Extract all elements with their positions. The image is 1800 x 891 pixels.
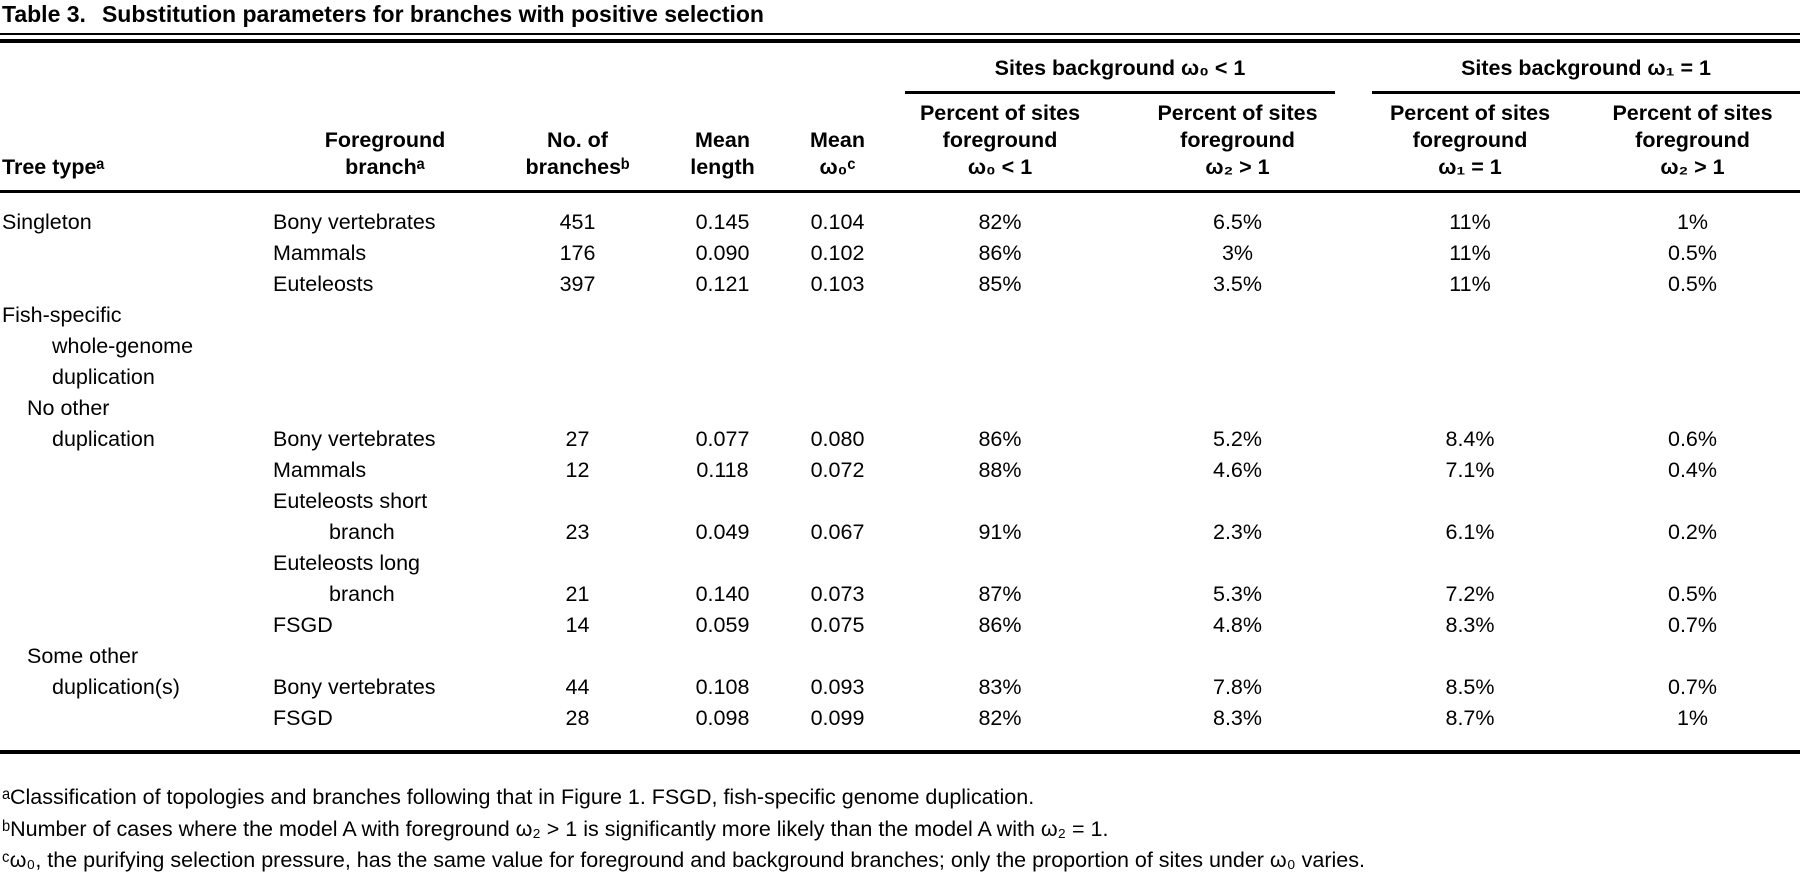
num-branches-cell: [505, 393, 650, 424]
table-row: [0, 331, 1800, 362]
pct-foreground-w1-eq-1-cell: 11%: [1449, 272, 1491, 296]
mean-omega0-cell: [795, 362, 880, 393]
tree-type-cell: [0, 703, 265, 750]
tree-type-cell: duplication(s): [52, 675, 180, 699]
footnote-c: ᶜω₀, the purifying selection pressure, has the same value for foreground and background branches; only the proportion of sites under ω₀ varies.: [2, 848, 1365, 872]
table-row: [0, 269, 1800, 300]
mean-omega0-cell: 0.067: [810, 520, 865, 544]
col-header-line: ω₁ = 1: [1438, 155, 1502, 179]
pct-foreground-w0-lt-1-cell: [880, 331, 1120, 362]
num-branches-cell: 451: [559, 210, 596, 234]
mean-length-cell: [650, 331, 795, 362]
col-header-line: Percent of sites: [1612, 101, 1773, 125]
pct-foreground-w0-lt-1-cell: [880, 300, 1120, 331]
pct-foreground-w2-gt-1-bgw0-cell: 7.8%: [1212, 675, 1262, 699]
pct-foreground-w1-eq-1-cell: 8.5%: [1445, 675, 1495, 699]
tree-type-cell: [0, 548, 265, 579]
foreground-branch-cell: branch: [329, 520, 395, 544]
tree-type-cell: [0, 238, 265, 269]
mean-omega0-cell: [795, 300, 880, 331]
pct-foreground-w0-lt-1-cell: [880, 486, 1120, 517]
table-row: [0, 192, 1800, 239]
tree-type-cell: Fish-specific: [2, 303, 122, 327]
pct-foreground-w1-eq-1-cell: [1355, 548, 1585, 579]
col-header-line: branchesᵇ: [525, 155, 630, 179]
pct-foreground-w0-lt-1-cell: [880, 362, 1120, 393]
table-row: [0, 455, 1800, 486]
mean-omega0-cell: [795, 331, 880, 362]
pct-foreground-w0-lt-1-cell: 85%: [978, 272, 1022, 296]
col-header-line: ω₀ < 1: [967, 155, 1033, 179]
mean-omega0-cell: 0.073: [810, 582, 865, 606]
pct-foreground-w1-eq-1-cell: 8.4%: [1445, 427, 1495, 451]
pct-foreground-w1-eq-1-cell: [1355, 300, 1585, 331]
mean-length-cell: [650, 548, 795, 579]
table-row: [0, 517, 1800, 548]
bottom-rule: [0, 750, 1800, 754]
mean-length-cell: 0.059: [695, 613, 750, 637]
pct-foreground-w0-lt-1-cell: 86%: [978, 241, 1022, 265]
col-header-line: Percent of sites: [1389, 101, 1551, 125]
foreground-branch-cell: [265, 641, 505, 672]
pct-foreground-w2-gt-1-bgw0-cell: [1120, 393, 1355, 424]
group-header-row: [0, 43, 1800, 94]
foreground-branch-cell: Euteleosts: [273, 272, 374, 296]
col-header-line: Tree typeᵃ: [2, 155, 105, 179]
pct-foreground-w2-gt-1-bgw0-cell: 5.2%: [1212, 427, 1262, 451]
tree-type-cell: whole-genome: [52, 334, 194, 358]
mean-omega0-cell: [795, 641, 880, 672]
pct-foreground-w2-gt-1-bgw0-cell: [1120, 300, 1355, 331]
pct-foreground-w1-eq-1-cell: 7.2%: [1445, 582, 1495, 606]
pct-foreground-w2-gt-1-bgw1-cell: [1585, 300, 1800, 331]
pct-foreground-w2-gt-1-bgw1-cell: 0.5%: [1668, 272, 1718, 296]
table-row: [0, 610, 1800, 641]
pct-foreground-w0-lt-1-cell: 83%: [978, 675, 1022, 699]
pct-foreground-w0-lt-1-cell: 87%: [978, 582, 1022, 606]
num-branches-cell: 12: [565, 458, 590, 482]
table-caption: Substitution parameters for branches with positive selection: [101, 1, 764, 27]
col-header-num-branches: [505, 94, 650, 192]
pct-foreground-w1-eq-1-cell: 11%: [1449, 241, 1491, 265]
table-row: [0, 486, 1800, 517]
pct-foreground-w2-gt-1-bgw0-cell: [1120, 641, 1355, 672]
pct-foreground-w0-lt-1-cell: [880, 393, 1120, 424]
table-row: [0, 424, 1800, 455]
foreground-branch-cell: [265, 393, 505, 424]
pct-foreground-w2-gt-1-bgw1-cell: 0.7%: [1668, 675, 1718, 699]
col-header-tree-type: [0, 94, 265, 192]
num-branches-cell: 397: [559, 272, 596, 296]
pct-foreground-w2-gt-1-bgw0-cell: 4.8%: [1212, 613, 1262, 637]
col-header-mean-omega0: [795, 94, 880, 192]
pct-foreground-w2-gt-1-bgw1-cell: 0.6%: [1668, 427, 1718, 451]
mean-length-cell: 0.098: [695, 706, 750, 730]
tree-type-cell: [0, 579, 265, 610]
group-header-bg-w0: [880, 43, 1355, 94]
pct-foreground-w0-lt-1-cell: 86%: [978, 613, 1022, 637]
mean-length-cell: 0.118: [696, 458, 749, 482]
pct-foreground-w1-eq-1-cell: [1355, 393, 1585, 424]
col-header-pct-foreground-w2-gt-1-bgw1: [1585, 94, 1800, 192]
mean-length-cell: 0.049: [695, 520, 750, 544]
pct-foreground-w2-gt-1-bgw0-cell: [1120, 548, 1355, 579]
table-row: [0, 672, 1800, 703]
pct-foreground-w0-lt-1-cell: [880, 548, 1120, 579]
foreground-branch-cell: Mammals: [273, 458, 367, 482]
pct-foreground-w2-gt-1-bgw1-cell: 1%: [1676, 210, 1709, 234]
num-branches-cell: [505, 548, 650, 579]
pct-foreground-w2-gt-1-bgw0-cell: 3%: [1221, 241, 1254, 265]
foreground-branch-cell: Bony vertebrates: [273, 427, 436, 451]
group-label-bg-w1: Sites background ω₁ = 1: [1372, 55, 1800, 94]
foreground-branch-cell: Euteleosts long: [273, 551, 421, 575]
col-header-line: ω₂ > 1: [1205, 155, 1270, 179]
num-branches-cell: 14: [565, 613, 590, 637]
tree-type-cell: Some other: [27, 644, 139, 668]
pct-foreground-w2-gt-1-bgw1-cell: [1585, 641, 1800, 672]
footnote-a: ᵃClassification of topologies and branches following that in Figure 1. FSGD, fish-specific genome duplication.: [2, 785, 1035, 809]
pct-foreground-w2-gt-1-bgw1-cell: [1585, 486, 1800, 517]
pct-foreground-w2-gt-1-bgw0-cell: [1120, 362, 1355, 393]
pct-foreground-w2-gt-1-bgw0-cell: 8.3%: [1212, 706, 1262, 730]
mean-omega0-cell: [795, 393, 880, 424]
pct-foreground-w0-lt-1-cell: 88%: [978, 458, 1022, 482]
pct-foreground-w0-lt-1-cell: 82%: [978, 706, 1022, 730]
footnotes: [0, 782, 1800, 877]
col-header-foreground-branch: [265, 94, 505, 192]
pct-foreground-w2-gt-1-bgw1-cell: 0.2%: [1668, 520, 1718, 544]
foreground-branch-cell: [265, 331, 505, 362]
column-header-row: [0, 94, 1800, 192]
mean-omega0-cell: 0.075: [810, 613, 865, 637]
col-header-line: No. of: [547, 128, 608, 152]
mean-length-cell: [650, 362, 795, 393]
table-row: [0, 641, 1800, 672]
pct-foreground-w2-gt-1-bgw0-cell: 6.5%: [1212, 210, 1262, 234]
num-branches-cell: [505, 362, 650, 393]
pct-foreground-w2-gt-1-bgw1-cell: 0.7%: [1668, 613, 1718, 637]
foreground-branch-cell: FSGD: [273, 613, 333, 637]
tree-type-cell: [0, 455, 265, 486]
foreground-branch-cell: FSGD: [273, 706, 333, 730]
group-header-spacer: [0, 43, 880, 94]
group-label-bg-w0: Sites background ω₀ < 1: [905, 55, 1335, 94]
mean-omega0-cell: 0.099: [810, 706, 865, 730]
pct-foreground-w1-eq-1-cell: 7.1%: [1445, 458, 1495, 482]
table-row: [0, 238, 1800, 269]
mean-length-cell: [650, 300, 795, 331]
tree-type-cell: duplication: [52, 365, 155, 389]
group-header-bg-w1: [1355, 43, 1800, 94]
pct-foreground-w2-gt-1-bgw1-cell: [1585, 362, 1800, 393]
pct-foreground-w2-gt-1-bgw1-cell: 0.4%: [1668, 458, 1718, 482]
col-header-pct-foreground-w0-lt-1: [880, 94, 1120, 192]
col-header-line: length: [690, 155, 755, 179]
num-branches-cell: 21: [565, 582, 590, 606]
num-branches-cell: 23: [565, 520, 590, 544]
tree-type-cell: Singleton: [2, 210, 92, 234]
pct-foreground-w1-eq-1-cell: 11%: [1449, 210, 1491, 234]
pct-foreground-w2-gt-1-bgw1-cell: [1585, 393, 1800, 424]
mean-omega0-cell: 0.093: [810, 675, 865, 699]
mean-omega0-cell: 0.072: [810, 458, 865, 482]
mean-length-cell: 0.108: [695, 675, 750, 699]
table-number: Table 3.: [2, 1, 86, 27]
table-body: [0, 192, 1800, 751]
pct-foreground-w2-gt-1-bgw1-cell: 0.5%: [1668, 582, 1718, 606]
foreground-branch-cell: [265, 300, 505, 331]
pct-foreground-w2-gt-1-bgw1-cell: [1585, 548, 1800, 579]
num-branches-cell: [505, 486, 650, 517]
mean-omega0-cell: [795, 548, 880, 579]
col-header-line: Percent of sites: [1157, 101, 1318, 125]
substitution-parameters-table: [0, 43, 1800, 750]
pct-foreground-w0-lt-1-cell: 82%: [978, 210, 1022, 234]
mean-length-cell: 0.077: [695, 427, 750, 451]
mean-omega0-cell: 0.103: [810, 272, 865, 296]
pct-foreground-w2-gt-1-bgw0-cell: 4.6%: [1212, 458, 1262, 482]
table-row: [0, 548, 1800, 579]
mean-length-cell: 0.090: [695, 241, 750, 265]
mean-length-cell: [650, 641, 795, 672]
foreground-branch-cell: Bony vertebrates: [273, 675, 436, 699]
pct-foreground-w2-gt-1-bgw0-cell: [1120, 486, 1355, 517]
pct-foreground-w2-gt-1-bgw0-cell: [1120, 331, 1355, 362]
pct-foreground-w2-gt-1-bgw1-cell: 0.5%: [1668, 241, 1718, 265]
mean-omega0-cell: 0.080: [810, 427, 865, 451]
table-row: [0, 393, 1800, 424]
col-header-line: Foreground: [324, 128, 446, 152]
pct-foreground-w1-eq-1-cell: [1355, 641, 1585, 672]
tree-type-cell: [0, 610, 265, 641]
col-header-line: Mean: [695, 128, 750, 152]
pct-foreground-w1-eq-1-cell: [1355, 362, 1585, 393]
tree-type-cell: [0, 269, 265, 300]
pct-foreground-w2-gt-1-bgw0-cell: 5.3%: [1212, 582, 1262, 606]
pct-foreground-w1-eq-1-cell: [1355, 331, 1585, 362]
col-header-line: foreground: [1180, 128, 1295, 152]
pct-foreground-w1-eq-1-cell: 8.3%: [1445, 613, 1495, 637]
table-row: [0, 300, 1800, 331]
num-branches-cell: 27: [565, 427, 590, 451]
col-header-mean-length: [650, 94, 795, 192]
mean-length-cell: 0.140: [695, 582, 750, 606]
pct-foreground-w2-gt-1-bgw0-cell: 2.3%: [1212, 520, 1262, 544]
mean-length-cell: 0.145: [695, 210, 750, 234]
pct-foreground-w1-eq-1-cell: 8.7%: [1445, 706, 1495, 730]
pct-foreground-w1-eq-1-cell: [1355, 486, 1585, 517]
mean-omega0-cell: 0.104: [810, 210, 865, 234]
tree-type-cell: duplication: [52, 427, 155, 451]
mean-length-cell: [650, 393, 795, 424]
num-branches-cell: [505, 331, 650, 362]
pct-foreground-w0-lt-1-cell: [880, 641, 1120, 672]
num-branches-cell: [505, 641, 650, 672]
mean-omega0-cell: [795, 486, 880, 517]
col-header-line: ω₀ᶜ: [819, 155, 856, 179]
tree-type-cell: [0, 486, 265, 517]
num-branches-cell: 176: [559, 241, 596, 265]
footnote-b: ᵇNumber of cases where the model A with foreground ω₂ > 1 is significantly more likely than the model A with ω₂ = 1.: [2, 816, 1109, 841]
num-branches-cell: 44: [565, 675, 590, 699]
col-header-line: ω₂ > 1: [1660, 155, 1725, 179]
num-branches-cell: 28: [565, 706, 590, 730]
num-branches-cell: [505, 300, 650, 331]
title-rule: [0, 33, 1800, 43]
pct-foreground-w2-gt-1-bgw0-cell: 3.5%: [1212, 272, 1262, 296]
col-header-line: Mean: [810, 128, 865, 152]
foreground-branch-cell: Euteleosts short: [273, 489, 428, 513]
col-header-line: Percent of sites: [919, 101, 1081, 125]
col-header-line: branchᵃ: [345, 155, 425, 179]
table-row: [0, 703, 1800, 750]
col-header-pct-foreground-w2-gt-1-bgw0: [1120, 94, 1355, 192]
mean-omega0-cell: 0.102: [810, 241, 865, 265]
pct-foreground-w0-lt-1-cell: 91%: [978, 520, 1022, 544]
table-row: [0, 362, 1800, 393]
pct-foreground-w1-eq-1-cell: 6.1%: [1445, 520, 1495, 544]
foreground-branch-cell: branch: [329, 582, 395, 606]
tree-type-cell: [0, 517, 265, 548]
mean-length-cell: [650, 486, 795, 517]
pct-foreground-w2-gt-1-bgw1-cell: 1%: [1676, 706, 1709, 730]
foreground-branch-cell: Mammals: [273, 241, 367, 265]
col-header-pct-foreground-w1-eq-1: [1355, 94, 1585, 192]
col-header-line: foreground: [942, 128, 1058, 152]
pct-foreground-w0-lt-1-cell: 86%: [978, 427, 1022, 451]
mean-length-cell: 0.121: [695, 272, 750, 296]
table-title: [0, 0, 1800, 33]
col-header-line: foreground: [1412, 128, 1528, 152]
table-row: [0, 579, 1800, 610]
pct-foreground-w2-gt-1-bgw1-cell: [1585, 331, 1800, 362]
foreground-branch-cell: [265, 362, 505, 393]
tree-type-cell: No other: [27, 396, 110, 420]
col-header-line: foreground: [1635, 128, 1750, 152]
foreground-branch-cell: Bony vertebrates: [273, 210, 436, 234]
